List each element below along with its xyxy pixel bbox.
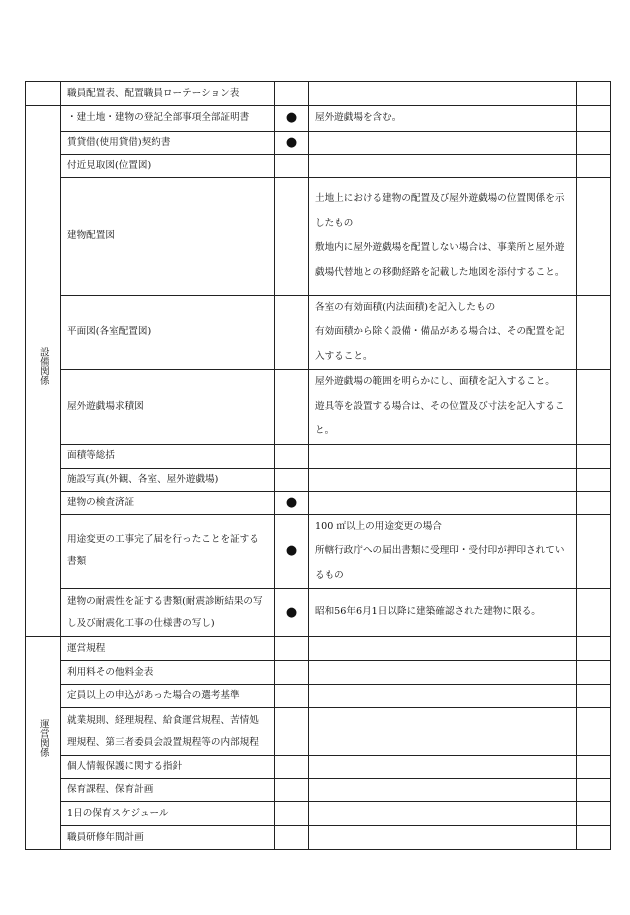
check-cell (577, 82, 611, 106)
table-row (26, 589, 611, 637)
table-row (26, 756, 611, 779)
check-cell (577, 370, 611, 445)
check-cell (577, 295, 611, 370)
note-cell (309, 708, 577, 756)
mark-cell: ● (275, 514, 309, 589)
note-cell: 昭和56年6月1日以降に建築確認された建物に限る。 (309, 589, 577, 637)
note-cell (309, 661, 577, 685)
document-checklist-table (25, 81, 611, 850)
mark-cell (275, 661, 309, 685)
item-cell: 運営規程 (61, 637, 275, 661)
item-cell: 建物の検査済証 (61, 491, 275, 514)
note-cell (309, 491, 577, 514)
mark-cell (275, 295, 309, 370)
check-cell (577, 131, 611, 154)
mark-cell (275, 826, 309, 850)
table-row (26, 295, 611, 370)
check-cell (577, 756, 611, 779)
note-cell (309, 131, 577, 154)
check-cell (577, 661, 611, 685)
item-cell: 賃貸借(使用貸借)契約書 (61, 131, 275, 154)
item-cell: 用途変更の工事完了届を行ったことを証する書類 (61, 514, 275, 589)
table-row (26, 685, 611, 708)
note-cell: 土地上における建物の配置及び屋外遊戯場の位置関係を示したもの 敷地内に屋外遊戯場を配置しない場合は、事業所と屋外遊戯場代替地との移動経路を記載した地図を添付すること。 (309, 177, 577, 295)
item-cell: 利用料その他料金表 (61, 661, 275, 685)
note-cell: 屋外遊戯場の範囲を明らかにし、面積を記入すること。 遊具等を設置する場合は、その位置及び寸法を記入すること。 (309, 370, 577, 445)
item-cell: 保育課程、保育計画 (61, 779, 275, 802)
table-row (26, 802, 611, 826)
note-cell (309, 826, 577, 850)
item-cell: 付近見取図(位置図) (61, 154, 275, 177)
mark-cell (275, 82, 309, 106)
item-cell: 1日の保育スケジュール (61, 802, 275, 826)
note-cell (309, 154, 577, 177)
item-cell: 定員以上の申込があった場合の選考基準 (61, 685, 275, 708)
table-row (26, 177, 611, 295)
check-cell (577, 589, 611, 637)
item-cell: 職員研修年間計画 (61, 826, 275, 850)
mark-cell (275, 756, 309, 779)
mark-cell (275, 468, 309, 491)
check-cell (577, 708, 611, 756)
table-row (26, 661, 611, 685)
table-row (26, 82, 611, 106)
mark-cell (275, 177, 309, 295)
table-row (26, 708, 611, 756)
check-cell (577, 491, 611, 514)
check-cell (577, 779, 611, 802)
table-row (26, 154, 611, 177)
mark-cell (275, 370, 309, 445)
check-cell (577, 514, 611, 589)
item-cell: 就業規則、経理規程、給食運営規程、苦情処理規程、第三者委員会設置規程等の内部規程 (61, 708, 275, 756)
check-cell (577, 177, 611, 295)
item-cell: 職員配置表、配置職員ローテーション表 (61, 82, 275, 106)
mark-cell (275, 802, 309, 826)
category-label-facility: 設備関係 (37, 347, 49, 386)
note-cell: 屋外遊戯場を含む。 (309, 106, 577, 132)
mark-cell (275, 685, 309, 708)
mark-cell (275, 154, 309, 177)
table-row (26, 106, 611, 132)
check-cell (577, 802, 611, 826)
table-row (26, 444, 611, 468)
check-cell (577, 637, 611, 661)
check-cell (577, 826, 611, 850)
table-row (26, 131, 611, 154)
note-cell: 100 ㎡以上の用途変更の場合 所轄行政庁への届出書類に受理印・受付印が押印されているもの (309, 514, 577, 589)
mark-cell (275, 444, 309, 468)
check-cell (577, 468, 611, 491)
note-cell (309, 685, 577, 708)
category-label-operation: 運営関係 (37, 719, 49, 758)
note-cell (309, 756, 577, 779)
table-row (26, 468, 611, 491)
table-row (26, 779, 611, 802)
item-cell: ・建土地・建物の登記全部事項全部証明書 (61, 106, 275, 132)
check-cell (577, 106, 611, 132)
note-cell (309, 802, 577, 826)
mark-cell: ● (275, 491, 309, 514)
mark-cell (275, 779, 309, 802)
category-cell-operation (26, 637, 61, 850)
item-cell: 建物配置図 (61, 177, 275, 295)
mark-cell: ● (275, 106, 309, 132)
item-cell: 屋外遊戯場求積図 (61, 370, 275, 445)
check-cell (577, 685, 611, 708)
table-row (26, 637, 611, 661)
mark-cell: ● (275, 589, 309, 637)
note-cell: 各室の有効面積(内法面積)を記入したもの 有効面積から除く設備・備品がある場合は、その配置を記入すること。 (309, 295, 577, 370)
item-cell: 面積等総括 (61, 444, 275, 468)
check-cell (577, 444, 611, 468)
mark-cell (275, 708, 309, 756)
item-cell: 施設写真(外観、各室、屋外遊戯場) (61, 468, 275, 491)
table-row (26, 826, 611, 850)
table-row (26, 514, 611, 589)
note-cell (309, 444, 577, 468)
note-cell (309, 468, 577, 491)
table-row (26, 491, 611, 514)
category-cell-facility (26, 106, 61, 637)
note-cell (309, 82, 577, 106)
mark-cell: ● (275, 131, 309, 154)
table-row (26, 370, 611, 445)
note-cell (309, 779, 577, 802)
item-cell: 平面図(各室配置図) (61, 295, 275, 370)
note-cell (309, 637, 577, 661)
item-cell: 個人情報保護に関する指針 (61, 756, 275, 779)
mark-cell (275, 637, 309, 661)
item-cell: 建物の耐震性を証する書類(耐震診断結果の写し及び耐震化工事の仕様書の写し) (61, 589, 275, 637)
check-cell (577, 154, 611, 177)
category-cell-blank (26, 82, 61, 106)
